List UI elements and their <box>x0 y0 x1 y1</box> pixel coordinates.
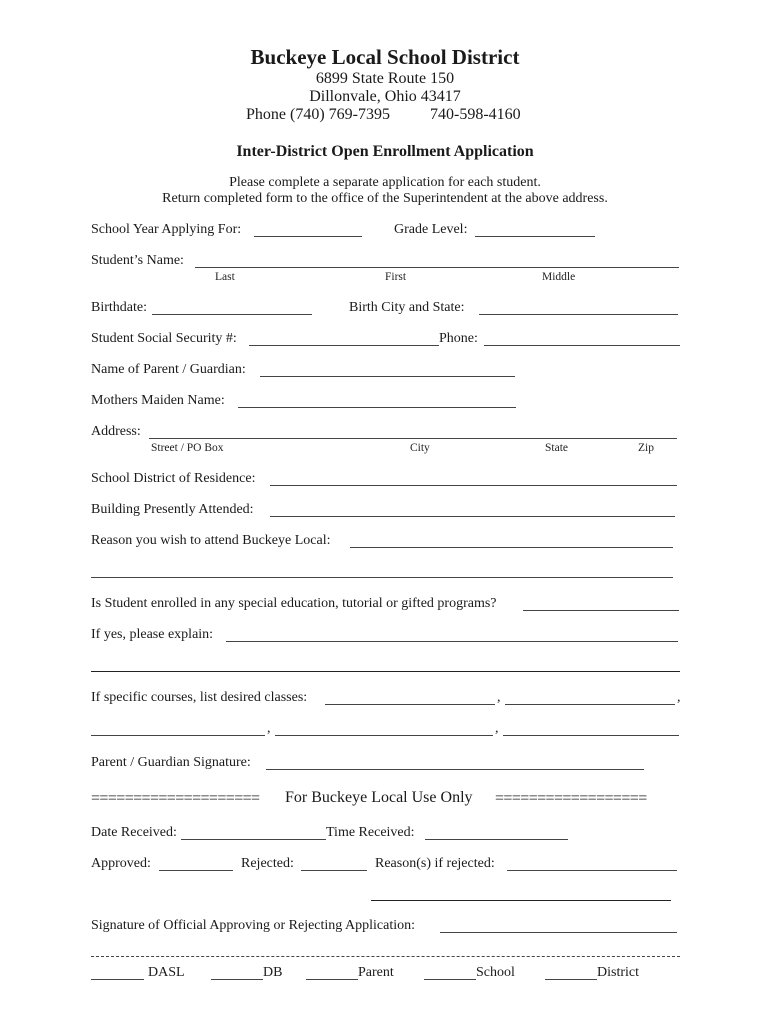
school-year-label: School Year Applying For: <box>91 222 242 237</box>
courses-label: If specific courses, list desired classes: <box>91 690 308 705</box>
name-part-middle: Middle <box>542 271 576 283</box>
footer-parent-label: Parent <box>358 965 394 980</box>
building-field[interactable] <box>270 516 675 517</box>
parent-name-field[interactable] <box>260 376 515 377</box>
approved-label: Approved: <box>91 856 151 871</box>
approved-field[interactable] <box>159 870 233 871</box>
footer-school-field[interactable] <box>424 979 476 980</box>
footer-district-field[interactable] <box>545 979 597 980</box>
birth-city-field[interactable] <box>479 314 678 315</box>
name-part-first: First <box>385 271 407 283</box>
instruction-1: Please complete a separate application for each student. <box>229 175 541 190</box>
address-part-state: State <box>545 442 568 454</box>
course-comma-1: , <box>497 690 501 705</box>
rejected-field[interactable] <box>301 870 367 871</box>
office-use-title: For Buckeye Local Use Only <box>285 789 473 806</box>
special-ed-label: Is Student enrolled in any special education, tutorial or gifted programs? <box>91 596 497 611</box>
student-name-field[interactable] <box>195 267 679 268</box>
mother-maiden-field[interactable] <box>238 407 516 408</box>
district-residence-label: School District of Residence: <box>91 471 256 486</box>
rejected-label: Rejected: <box>241 856 294 871</box>
address-part-street: Street / PO Box <box>151 442 224 454</box>
phone-alt: 740-598-4160 <box>430 106 521 123</box>
birthdate-field[interactable] <box>152 314 312 315</box>
school-year-field[interactable] <box>254 236 362 237</box>
phone-field[interactable] <box>484 345 680 346</box>
address-part-zip: Zip <box>638 442 654 454</box>
course-field-3[interactable] <box>91 735 265 736</box>
course-field-2[interactable] <box>505 704 675 705</box>
birthdate-label: Birthdate: <box>91 300 147 315</box>
reasons-field-line-2[interactable] <box>371 900 671 901</box>
footer-db-label: DB <box>263 965 283 980</box>
grade-level-label: Grade Level: <box>394 222 468 237</box>
course-field-1[interactable] <box>325 704 495 705</box>
address-label: Address: <box>91 424 141 439</box>
address-field[interactable] <box>149 438 677 439</box>
explain-field[interactable] <box>226 641 678 642</box>
reason-field[interactable] <box>350 547 673 548</box>
special-ed-field[interactable] <box>523 610 679 611</box>
footer-separator <box>91 956 680 957</box>
footer-school-label: School <box>476 965 515 980</box>
footer-district-label: District <box>597 965 639 980</box>
time-received-field[interactable] <box>425 839 568 840</box>
date-received-label: Date Received: <box>91 825 177 840</box>
course-field-4[interactable] <box>275 735 493 736</box>
footer-db-field[interactable] <box>211 979 263 980</box>
course-comma-4: , <box>495 721 499 736</box>
grade-level-field[interactable] <box>475 236 595 237</box>
name-part-last: Last <box>215 271 235 283</box>
footer-parent-field[interactable] <box>306 979 358 980</box>
ssn-field[interactable] <box>249 345 439 346</box>
official-signature-field[interactable] <box>440 932 677 933</box>
banner-right-rule: ================== <box>495 790 647 807</box>
address-street: 6899 State Route 150 <box>315 70 455 87</box>
date-received-field[interactable] <box>181 839 326 840</box>
explain-field-line-2[interactable] <box>91 671 680 672</box>
footer-dasl-label: DASL <box>148 965 185 980</box>
course-field-5[interactable] <box>503 735 679 736</box>
signature-field[interactable] <box>266 769 644 770</box>
time-received-label: Time Received: <box>326 825 415 840</box>
birth-city-label: Birth City and State: <box>349 300 465 315</box>
district-residence-field[interactable] <box>270 485 677 486</box>
ssn-label: Student Social Security #: <box>91 331 237 346</box>
course-comma-2: , <box>677 690 681 705</box>
reason-label: Reason you wish to attend Buckeye Local: <box>91 533 331 548</box>
student-name-label: Student’s Name: <box>91 253 184 268</box>
reasons-label: Reason(s) if rejected: <box>375 856 495 871</box>
reasons-field[interactable] <box>507 870 677 871</box>
phone-label: Phone: <box>439 331 478 346</box>
district-name: Buckeye Local School District <box>250 45 520 69</box>
footer-dasl-field[interactable] <box>91 979 144 980</box>
official-signature-label: Signature of Official Approving or Rejecting Application: <box>91 918 416 933</box>
signature-label: Parent / Guardian Signature: <box>91 755 251 770</box>
form-title: Inter-District Open Enrollment Application <box>236 143 534 160</box>
banner-left-rule: ==================== <box>91 790 260 807</box>
address-city: Dillonvale, Ohio 43417 <box>309 88 461 105</box>
phone-main: Phone (740) 769-7395 <box>246 106 390 123</box>
explain-label: If yes, please explain: <box>91 627 214 642</box>
building-label: Building Presently Attended: <box>91 502 254 517</box>
reason-field-line-2[interactable] <box>91 577 673 578</box>
parent-name-label: Name of Parent / Guardian: <box>91 362 246 377</box>
instruction-2: Return completed form to the office of the Superintendent at the above address. <box>162 191 608 206</box>
course-comma-3: , <box>267 721 271 736</box>
mother-maiden-label: Mothers Maiden Name: <box>91 393 225 408</box>
address-part-city: City <box>410 442 430 454</box>
